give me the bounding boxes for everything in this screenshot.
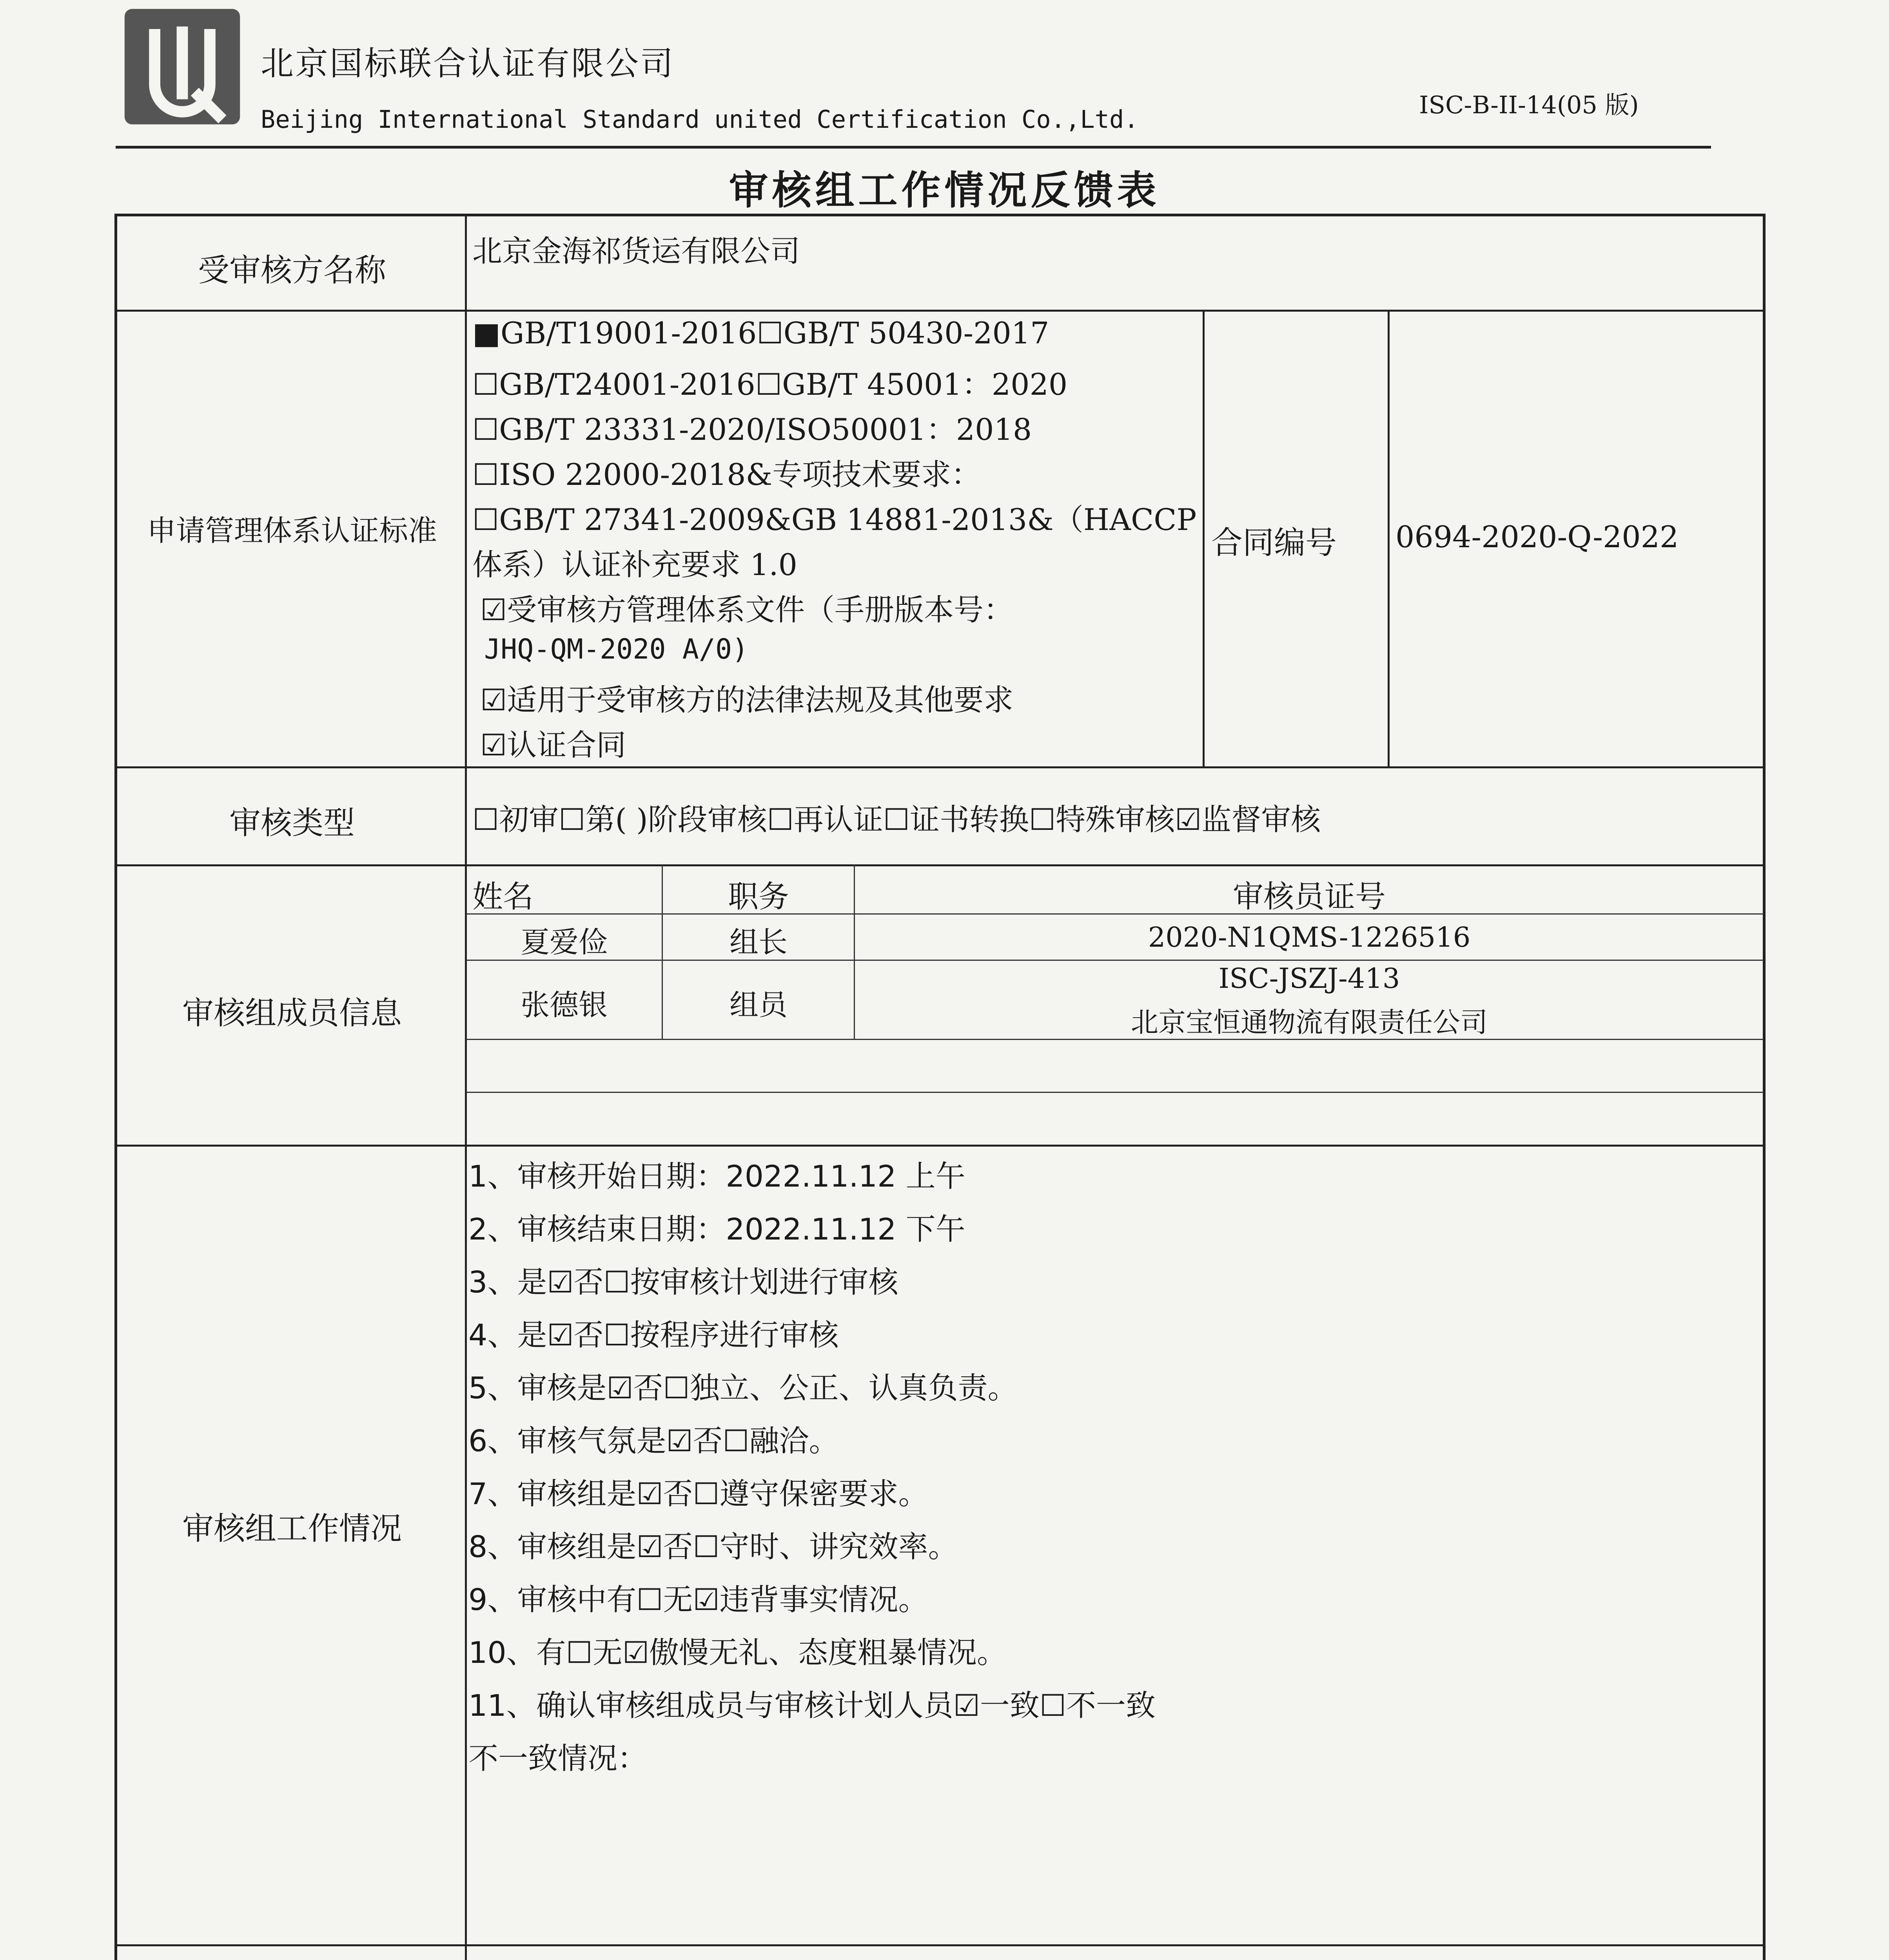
standard-line: 体系）认证补充要求 1.0 xyxy=(472,547,798,582)
company-name-cn: 北京国标联合认证有限公司 xyxy=(261,44,675,83)
work-item: 11、确认审核组成员与审核计划人员☑一致☐不一致 xyxy=(468,1688,1156,1723)
standard-line: ☑受审核方管理体系文件（手册版本号： xyxy=(480,592,1014,627)
work-item: 2、审核结束日期：2022.11.12 下午 xyxy=(468,1212,965,1247)
work-item: 3、是☑否☐按审核计划进行审核 xyxy=(468,1265,898,1299)
member-org: 北京宝恒通物流有限责任公司 xyxy=(1131,1006,1488,1038)
label-column-divider xyxy=(465,214,467,1960)
work-item: 6、审核气氛是☑否☐融洽。 xyxy=(468,1423,839,1458)
member-cert: ISC-JSZJ-413 xyxy=(1218,962,1400,995)
member-name: 夏爱俭 xyxy=(521,926,608,959)
team-grid-line xyxy=(466,1092,1764,1093)
form-title: 审核组工作情况反馈表 xyxy=(729,167,1160,213)
work-item: 10、有☐无☑傲慢无礼、态度粗暴情况。 xyxy=(468,1635,1007,1670)
row-divider xyxy=(114,1944,1766,1946)
work-item: 9、审核中有☐无☑违背事实情况。 xyxy=(468,1582,928,1617)
standard-line: ☐GB/T24001-2016☐GB/T 45001：2020 xyxy=(472,367,1068,402)
standards-label: 申请管理体系认证标准 xyxy=(147,514,437,548)
work-item: 不一致情况： xyxy=(468,1741,647,1776)
work-item: 8、审核组是☑否☐守时、讲究效率。 xyxy=(468,1529,958,1564)
standard-line: ☐GB/T 27341-2009&GB 14881-2013&（HACCP xyxy=(472,502,1197,537)
header-rule xyxy=(116,146,1711,149)
audit-type-label: 审核类型 xyxy=(229,805,355,841)
audit-type-value: ☐初审☐第( )阶段审核☐再认证☐证书转换☐特殊审核☑监督审核 xyxy=(472,802,1321,837)
form-code: ISC-B-II-14(05 版) xyxy=(1419,91,1639,119)
manual-version: JHQ-QM-2020 A/0) xyxy=(484,633,749,665)
standard-line: ☐ISO 22000-2018&专项技术要求： xyxy=(472,457,981,492)
row-divider xyxy=(114,864,1766,866)
team-header-cert: 审核员证号 xyxy=(1232,879,1386,915)
member-role: 组员 xyxy=(729,988,788,1022)
standard-line: ☑认证合同 xyxy=(480,728,626,762)
contract-number: 0694-2020-Q-2022 xyxy=(1395,519,1679,554)
team-header-role: 职务 xyxy=(728,879,789,915)
contract-label: 合同编号 xyxy=(1211,524,1337,561)
company-name-en: Beijing International Standard united Certification Co.,Ltd. xyxy=(261,105,1139,134)
team-label: 审核组成员信息 xyxy=(182,995,402,1031)
work-item: 1、审核开始日期：2022.11.12 上午 xyxy=(468,1159,965,1194)
contract-divider xyxy=(1203,310,1205,767)
work-item: 4、是☑否☐按程序进行审核 xyxy=(468,1318,839,1352)
contract-divider xyxy=(1388,310,1390,767)
member-cert: 2020-N1QMS-1226516 xyxy=(1148,921,1471,953)
row-divider xyxy=(114,1145,1766,1147)
standard-line: ☑适用于受审核方的法律法规及其他要求 xyxy=(480,682,1014,717)
row-divider xyxy=(114,310,1766,312)
opinion-intro xyxy=(470,1954,709,1960)
standard-line: ■GB/T19001-2016☐GB/T 50430-2017 xyxy=(472,316,1049,350)
standard-line: ☐GB/T 23331-2020/ISO50001：2018 xyxy=(472,412,1032,447)
work-item: 5、审核是☑否☐独立、公正、认真负责。 xyxy=(468,1370,1018,1405)
member-role: 组长 xyxy=(729,926,788,959)
member-name: 张德银 xyxy=(521,988,608,1022)
team-header-name: 姓名 xyxy=(472,879,534,915)
row-divider xyxy=(114,766,1766,768)
work-label: 审核组工作情况 xyxy=(182,1510,402,1547)
company-logo-icon xyxy=(120,4,245,129)
auditee-name: 北京金海祁货运有限公司 xyxy=(472,234,800,269)
work-item: 7、审核组是☑否☐遵守保密要求。 xyxy=(468,1476,928,1511)
auditee-label: 受审核方名称 xyxy=(198,252,386,289)
